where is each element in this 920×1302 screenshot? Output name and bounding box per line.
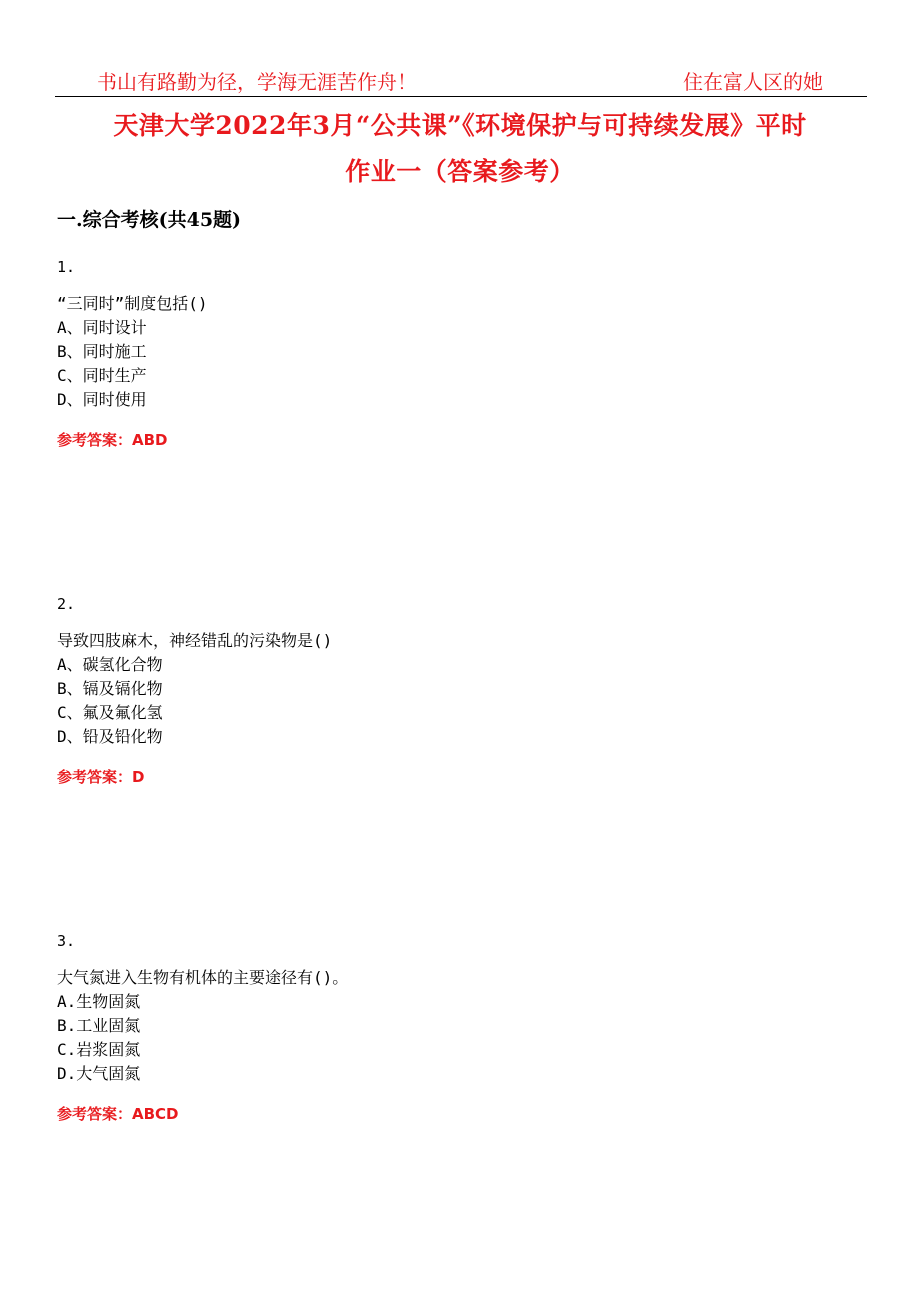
- option-d: D、铅及铅化物: [57, 727, 163, 746]
- reference-answer: 参考答案：ABCD: [57, 1105, 179, 1123]
- option-a: A、碳氢化合物: [57, 655, 163, 674]
- question-stem: 导致四肢麻木，神经错乱的污染物是(): [57, 631, 333, 650]
- header-author: 住在富人区的她: [683, 70, 823, 94]
- reference-answer: 参考答案：ABD: [57, 431, 168, 449]
- page-header: [55, 62, 867, 97]
- option-a: A、同时设计: [57, 318, 147, 337]
- option-b: B、镉及镉化物: [57, 679, 163, 698]
- option-c: C、同时生产: [57, 366, 147, 385]
- header-motto: 书山有路勤为径，学海无涯苦作舟！: [97, 70, 417, 94]
- document-title-line-1: 天津大学2022年3月“公共课”《环境保护与可持续发展》平时: [113, 111, 807, 140]
- question-2: [57, 595, 857, 787]
- option-b: B、同时施工: [57, 342, 147, 361]
- question-stem: 大气氮进入生物有机体的主要途径有()。: [57, 968, 349, 987]
- option-b: B.工业固氮: [57, 1016, 141, 1035]
- option-a: A.生物固氮: [57, 992, 141, 1011]
- reference-answer: 参考答案：D: [57, 768, 145, 786]
- question-1: [57, 258, 857, 450]
- question-number: 3.: [57, 932, 76, 950]
- document-title-line-2: 作业一（答案参考）: [345, 157, 575, 186]
- question-stem: “三同时”制度包括(): [57, 294, 208, 313]
- option-d: D、同时使用: [57, 390, 147, 409]
- option-c: C.岩浆固氮: [57, 1040, 141, 1059]
- option-d: D.大气固氮: [57, 1064, 141, 1083]
- option-c: C、氟及氟化氢: [57, 703, 163, 722]
- section-heading: 一.综合考核(共45题): [57, 209, 242, 231]
- question-3: [57, 932, 857, 1124]
- question-number: 2.: [57, 595, 76, 613]
- question-number: 1.: [57, 258, 76, 276]
